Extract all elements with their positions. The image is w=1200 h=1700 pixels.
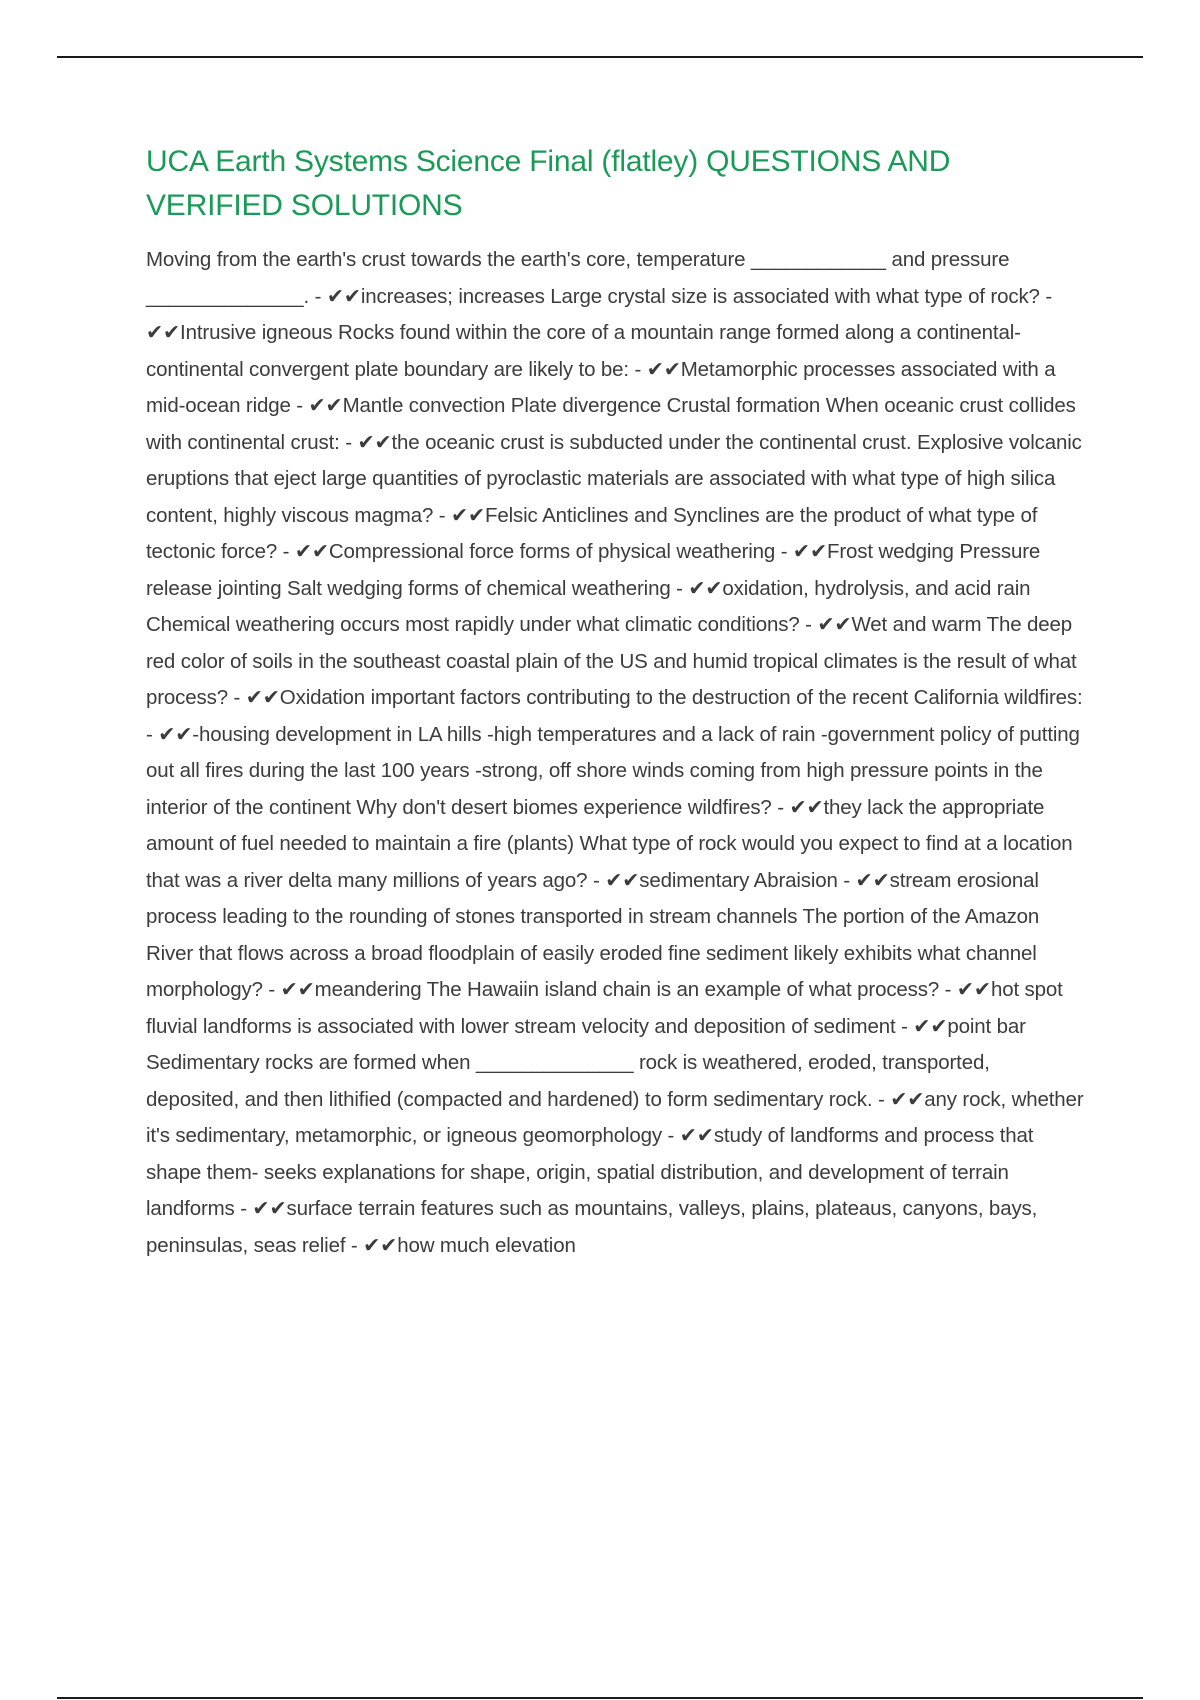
- document-body: Moving from the earth's crust towards the earth's core, temperature ____________ and pressure ______________. - ✔✔increases; increases Large crystal size is associated with what type of rock? - ✔✔Intrusive igneous Rocks found within the core of a mountain range formed along a continental-continental convergent plate boundary are likely to be: - ✔✔Metamorphic processes associated with a mid-ocean ridge - ✔✔Mantle convection Plate divergence Crustal formation When oceanic crust collides with continental crust: - ✔✔the oceanic crust is subducted under the continental crust. Explosive volcanic eruptions that eject large quantities of pyroclastic materials are associated with what type of high silica content, highly viscous magma? - ✔✔Felsic Anticlines and Synclines are the product of what type of tectonic force? - ✔✔Compressional force forms of physical weathering - ✔✔Frost wedging Pressure release jointing Salt wedging forms of chemical weathering - ✔✔oxidation, hydrolysis, and acid rain Chemical weathering occurs most rapidly under what climatic conditions? - ✔✔Wet and warm The deep red color of soils in the southeast coastal plain of the US and humid tropical climates is the result of what process? - ✔✔Oxidation important factors contributing to the destruction of the recent California wildfires: - ✔✔-housing development in LA hills -high temperatures and a lack of rain -government policy of putting out all fires during the last 100 years -strong, off shore winds coming from high pressure points in the interior of the continent Why don't desert biomes experience wildfires? - ✔✔they lack the appropriate amount of fuel needed to maintain a fire (plants) What type of rock would you expect to find at a location that was a river delta many millions of years ago? - ✔✔sedimentary Abraision - ✔✔stream erosional process leading to the rounding of stones transported in stream channels The portion of the Amazon River that flows across a broad floodplain of easily eroded fine sediment likely exhibits what channel morphology? - ✔✔meandering The Hawaiin island chain is an example of what process? - ✔✔hot spot fluvial landforms is associated with lower stream velocity and deposition of sediment - ✔✔point bar Sedimentary rocks are formed when ______________ rock is weathered, eroded, transported, deposited, and then lithified (compacted and hardened) to form sedimentary rock. - ✔✔any rock, whether it's sedimentary, metamorphic, or igneous geomorphology - ✔✔study of landforms and process that shape them- seeks explanations for shape, origin, spatial distribution, and development of terrain landforms - ✔✔surface terrain features such as mountains, valleys, plains, plateaus, canyons, bays, peninsulas, seas relief - ✔✔how much elevation: [146, 248, 1084, 1257]
- document-content: [146, 140, 1086, 1264]
- document-title: UCA Earth Systems Science Final (flatley) QUESTIONS AND VERIFIED SOLUTIONS: [146, 145, 951, 222]
- footer-divider: [57, 1697, 1143, 1699]
- header-divider: [57, 56, 1143, 58]
